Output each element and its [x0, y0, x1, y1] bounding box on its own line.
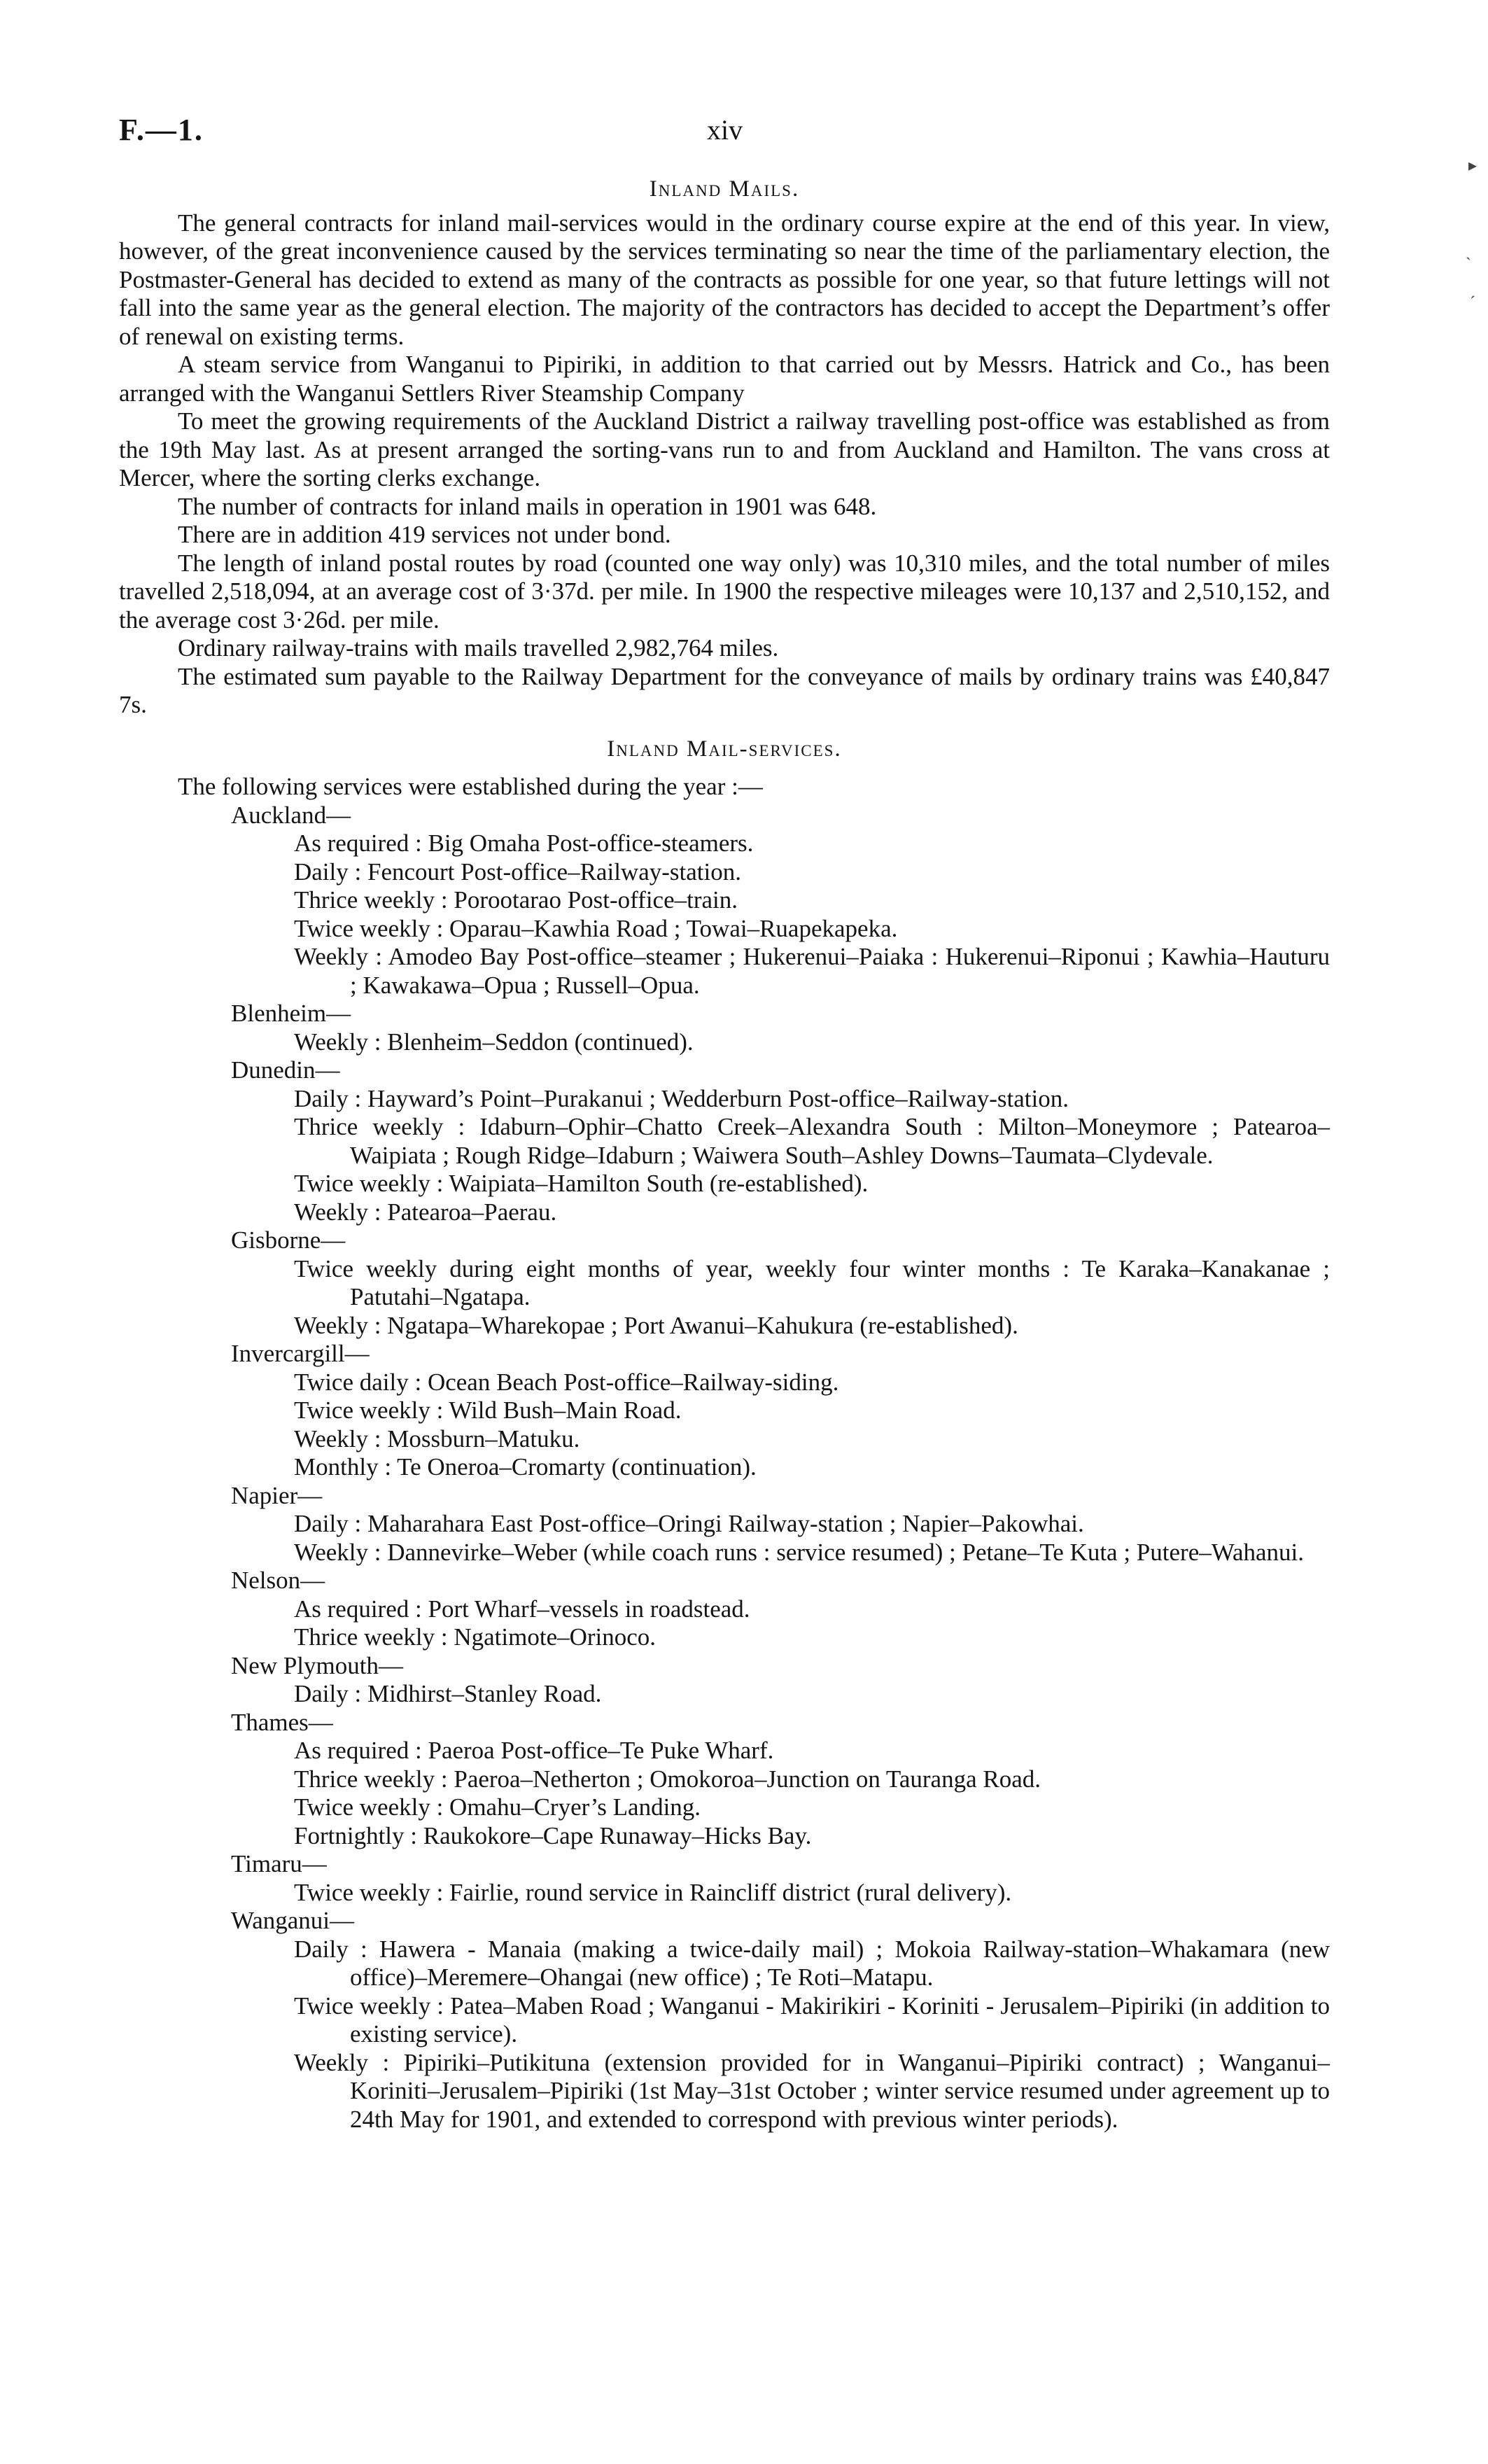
district-name: Gisborne—	[231, 1226, 346, 1254]
service-entry: Monthly : Te Oneroa–Cromarty (continuation).	[294, 1453, 757, 1480]
service-entry: As required : Big Omaha Post-office-steamers.	[294, 830, 754, 857]
margin-mark-icon: ˊ	[1470, 294, 1475, 312]
intro-line: The following services were established during the year :—	[178, 773, 763, 800]
paragraph: There are in addition 419 services not under bond.	[178, 521, 671, 548]
service-entry: Weekly : Ngatapa–Wharekopae ; Port Awanui–Kahukura (re-established).	[294, 1311, 1018, 1339]
district-name: Invercargill—	[231, 1340, 370, 1367]
document-body	[119, 175, 1330, 2134]
district-name: Nelson—	[231, 1567, 325, 1594]
margin-mark-icon: ▸	[1468, 157, 1478, 175]
service-entry: Twice weekly : Omahu–Cryer’s Landing.	[294, 1793, 701, 1821]
district-name: Napier—	[231, 1481, 323, 1509]
paragraph: To meet the growing requirements of the Auckland District a railway travelling post-office was established as from the 19th May last. As at present arranged the sorting-vans run to and from Auckland and Hamilton. The vans cross at Mercer, where the sorting clerks exchange.	[119, 407, 1330, 491]
district-name: Wanganui—	[231, 1907, 355, 1934]
service-entry: Fortnightly : Raukokore–Cape Runaway–Hicks Bay.	[294, 1821, 812, 1849]
service-entry: Daily : Hawera - Manaia (making a twice-daily mail) ; Mokoia Railway-station–Whakamara (new office)–Meremere–Ohangai (new office) ; Te Roti–Matapu.	[294, 1935, 1330, 1991]
service-entry: Daily : Midhirst–Stanley Road.	[294, 1680, 602, 1707]
district-napier	[119, 1482, 1330, 1567]
paragraph: A steam service from Wanganui to Pipiriki, in addition to that carried out by Messrs. Hatrick and Co., has been arranged with the Wanganui Settlers River Steamship Company	[119, 351, 1330, 407]
service-entry: Twice weekly : Fairlie, round service in Raincliff district (rural delivery).	[294, 1878, 1012, 1906]
service-entry: Twice daily : Ocean Beach Post-office–Railway-siding.	[294, 1368, 839, 1396]
district-timaru	[119, 1850, 1330, 1907]
paragraph: The number of contracts for inland mails in operation in 1901 was 648.	[178, 492, 877, 520]
district-nelson	[119, 1567, 1330, 1652]
margin-mark-icon: ˎ	[1466, 242, 1471, 260]
district-name: Blenheim—	[231, 1000, 351, 1027]
district-invercargill	[119, 1340, 1330, 1482]
service-entry: Weekly : Pipiriki–Putikituna (extension provided for in Wanganui–Pipiriki contract) ; Wanganui–Koriniti–Jerusalem–Pipiriki (1st May–31st October ; winter service resumed under agreement up to 24th May for 1901, and extended to correspond with previous winter periods).	[294, 2048, 1330, 2133]
district-name: Dunedin—	[231, 1056, 340, 1084]
service-entry: Weekly : Patearoa–Paerau.	[294, 1198, 557, 1226]
service-entry: Thrice weekly : Ngatimote–Orinoco.	[294, 1623, 657, 1651]
district-name: Timaru—	[231, 1850, 327, 1877]
service-entry: Twice weekly : Oparau–Kawhia Road ; Towai–Ruapekapeka.	[294, 914, 898, 942]
service-entry: Weekly : Dannevirke–Weber (while coach runs : service resumed) ; Petane–Te Kuta ; Putere–Wahanui.	[294, 1538, 1304, 1566]
service-entry: Thrice weekly : Idaburn–Ophir–Chatto Creek–Alexandra South : Milton–Moneymore ; Patearoa–Waipiata ; Rough Ridge–Idaburn ; Waiwera South–Ashley Downs–Taumata–Clydevale.	[294, 1113, 1330, 1169]
paragraph: Ordinary railway-trains with mails travelled 2,982,764 miles.	[178, 634, 779, 662]
document-reference: F.—1.	[119, 113, 204, 147]
paragraph: The estimated sum payable to the Railway Department for the conveyance of mails by ordinary trains was £40,847 7s.	[119, 662, 1330, 718]
service-entry: Weekly : Blenheim–Seddon (continued).	[294, 1028, 694, 1056]
district-name: Thames—	[231, 1708, 333, 1736]
district-thames	[119, 1709, 1330, 1851]
service-entry: As required : Paeroa Post-office–Te Puke Wharf.	[294, 1737, 774, 1764]
service-entry: Twice weekly : Waipiata–Hamilton South (re-established).	[294, 1170, 869, 1197]
service-entry: Daily : Fencourt Post-office–Railway-station.	[294, 858, 741, 886]
page-number: xiv	[707, 114, 743, 146]
service-entry: Twice weekly : Wild Bush–Main Road.	[294, 1396, 682, 1424]
paragraph: The length of inland postal routes by road (counted one way only) was 10,310 miles, and the total number of miles travelled 2,518,094, at an average cost of 3·37d. per mile. In 1900 the respective mileages were 10,137 and 2,510,152, and the average cost 3·26d. per mile.	[119, 549, 1330, 634]
service-entry: Twice weekly : Patea–Maben Road ; Wanganui - Makirikiri - Koriniti - Jerusalem–Pipiriki (in addition to existing service).	[294, 1991, 1330, 2047]
service-entry: As required : Port Wharf–vessels in roadstead.	[294, 1595, 750, 1623]
service-entry: Thrice weekly : Paeroa–Netherton ; Omokoroa–Junction on Tauranga Road.	[294, 1765, 1041, 1793]
service-entry: Daily : Hayward’s Point–Purakanui ; Wedderburn Post-office–Railway-station.	[294, 1084, 1069, 1112]
service-entry: Daily : Maharahara East Post-office–Oringi Railway-station ; Napier–Pakowhai.	[294, 1510, 1084, 1537]
section-heading: Inland Mails.	[649, 176, 800, 202]
district-name: Auckland—	[231, 801, 351, 829]
section-heading: Inland Mail-services.	[607, 736, 842, 762]
district-gisborne	[119, 1226, 1330, 1340]
district-name: New Plymouth—	[231, 1651, 403, 1679]
service-entry: Thrice weekly : Porootarao Post-office–train.	[294, 886, 738, 913]
district-blenheim	[119, 1000, 1330, 1056]
district-new-plymouth	[119, 1652, 1330, 1709]
district-wanganui	[119, 1907, 1330, 2134]
district-auckland	[119, 802, 1330, 1000]
service-entry: Weekly : Amodeo Bay Post-office–steamer ; Hukerenui–Paiaka : Hukerenui–Riponui ; Kawhia–Hauturu ; Kawakawa–Opua ; Russell–Opua.	[294, 943, 1330, 999]
service-entry: Twice weekly during eight months of year, weekly four winter months : Te Karaka–Kanakanae ; Patutahi–Ngatapa.	[294, 1254, 1330, 1310]
district-dunedin	[119, 1056, 1330, 1226]
paragraph: The general contracts for inland mail-services would in the ordinary course expire at the end of this year. In view, however, of the great inconvenience caused by the services terminating so near the time of the parliamentary election, the Postmaster-General has decided to extend as many of the contracts as possible for one year, so that future lettings will not fall into the same year as the general election. The majority of the contractors has decided to accept the Department’s offer of renewal on existing terms.	[119, 209, 1330, 350]
service-entry: Weekly : Mossburn–Matuku.	[294, 1424, 580, 1452]
